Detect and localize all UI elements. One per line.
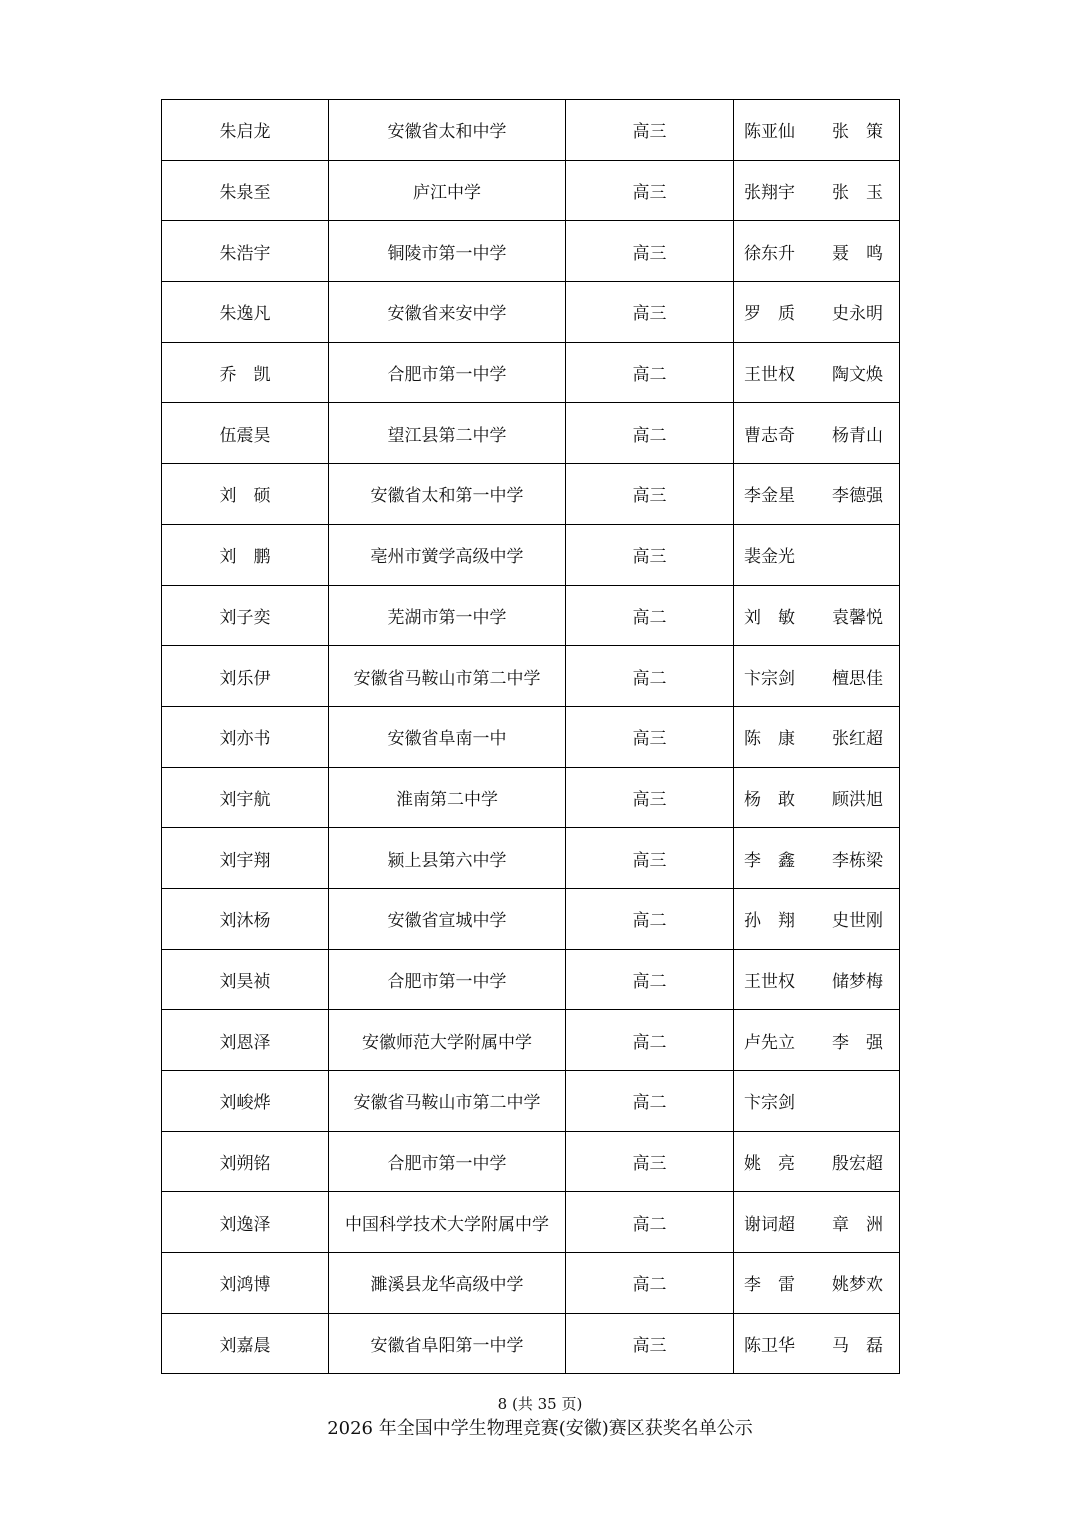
table-row (162, 646, 900, 707)
teacher-cell (734, 646, 900, 707)
school-cell: 安徽省太和中学 (329, 100, 566, 161)
grade-cell: 高三 (566, 100, 734, 161)
school-cell: 安徽省太和第一中学 (329, 464, 566, 525)
teacher-cell (734, 585, 900, 646)
school-cell: 合肥市第一中学 (329, 342, 566, 403)
table-row (162, 524, 900, 585)
teacher-secondary: 檀思佳 (832, 668, 883, 689)
teacher-cell (734, 524, 900, 585)
teacher-primary: 裴金光 (744, 547, 795, 568)
table-row (162, 1010, 900, 1071)
student-name-cell: 刘子奕 (162, 585, 329, 646)
teacher-secondary: 杨青山 (832, 425, 883, 446)
grade-cell: 高二 (566, 403, 734, 464)
grade-cell: 高二 (566, 1192, 734, 1253)
table-row (162, 221, 900, 282)
school-cell: 淮南第二中学 (329, 767, 566, 828)
teacher-primary: 杨 敢 (744, 789, 795, 810)
student-name-cell: 刘昊祯 (162, 949, 329, 1010)
table-row (162, 1313, 900, 1374)
teacher-secondary: 张 玉 (832, 183, 883, 204)
school-cell: 濉溪县龙华高级中学 (329, 1253, 566, 1314)
grade-cell: 高三 (566, 1131, 734, 1192)
school-cell: 安徽省阜阳第一中学 (329, 1313, 566, 1374)
school-cell: 安徽省来安中学 (329, 282, 566, 343)
teacher-secondary: 李栋梁 (832, 850, 883, 871)
grade-cell: 高三 (566, 221, 734, 282)
teacher-cell (734, 100, 900, 161)
student-name-cell: 刘鸿博 (162, 1253, 329, 1314)
teacher-cell (734, 464, 900, 525)
student-name-cell: 朱泉至 (162, 160, 329, 221)
student-name-cell: 伍震昊 (162, 403, 329, 464)
teacher-cell (734, 1131, 900, 1192)
teacher-secondary: 姚梦欢 (832, 1275, 883, 1296)
table-row (162, 1071, 900, 1132)
school-cell: 合肥市第一中学 (329, 1131, 566, 1192)
teacher-secondary: 陶文焕 (832, 365, 883, 386)
student-name-cell: 刘嘉晨 (162, 1313, 329, 1374)
table-row (162, 1253, 900, 1314)
teacher-cell (734, 767, 900, 828)
school-cell: 庐江中学 (329, 160, 566, 221)
teacher-cell (734, 1253, 900, 1314)
grade-cell: 高二 (566, 1010, 734, 1071)
teacher-cell (734, 828, 900, 889)
school-cell: 安徽省马鞍山市第二中学 (329, 646, 566, 707)
school-cell: 颍上县第六中学 (329, 828, 566, 889)
teacher-primary: 李 雷 (744, 1275, 795, 1296)
school-cell: 安徽师范大学附属中学 (329, 1010, 566, 1071)
table-row (162, 888, 900, 949)
student-name-cell: 刘 鹏 (162, 524, 329, 585)
grade-cell: 高三 (566, 1313, 734, 1374)
teacher-cell (734, 1192, 900, 1253)
teacher-secondary: 袁馨悦 (832, 607, 883, 628)
school-cell: 芜湖市第一中学 (329, 585, 566, 646)
grade-cell: 高二 (566, 1253, 734, 1314)
page-number: 8 (共 35 页) (497, 1395, 583, 1413)
table-row (162, 160, 900, 221)
teacher-primary: 陈 康 (744, 729, 795, 750)
teacher-primary: 卞宗剑 (744, 668, 795, 689)
grade-cell: 高三 (566, 828, 734, 889)
student-name-cell: 朱启龙 (162, 100, 329, 161)
student-name-cell: 刘乐伊 (162, 646, 329, 707)
teacher-secondary: 史永明 (832, 304, 883, 325)
school-cell: 安徽省马鞍山市第二中学 (329, 1071, 566, 1132)
teacher-primary: 张翔宇 (744, 183, 795, 204)
table-row (162, 464, 900, 525)
student-name-cell: 刘朔铭 (162, 1131, 329, 1192)
student-name-cell: 刘亦书 (162, 706, 329, 767)
school-cell: 望江县第二中学 (329, 403, 566, 464)
teacher-cell (734, 706, 900, 767)
table-row (162, 828, 900, 889)
teacher-primary: 姚 亮 (744, 1154, 795, 1175)
grade-cell: 高三 (566, 706, 734, 767)
teacher-primary: 孙 翔 (744, 911, 795, 932)
teacher-primary: 李 鑫 (744, 850, 795, 871)
student-name-cell: 刘恩泽 (162, 1010, 329, 1071)
student-name-cell: 朱浩宇 (162, 221, 329, 282)
teacher-cell (734, 342, 900, 403)
teacher-cell (734, 403, 900, 464)
document-footer-title: 2026 年全国中学生物理竞赛(安徽)赛区获奖名单公示 (327, 1418, 753, 1439)
table-row (162, 949, 900, 1010)
teacher-cell (734, 221, 900, 282)
teacher-primary: 李金星 (744, 486, 795, 507)
teacher-secondary: 聂 鸣 (832, 243, 883, 264)
grade-cell: 高二 (566, 888, 734, 949)
table-row (162, 585, 900, 646)
teacher-cell (734, 160, 900, 221)
teacher-primary: 卢先立 (744, 1032, 795, 1053)
student-name-cell: 刘宇航 (162, 767, 329, 828)
table-row (162, 706, 900, 767)
table-row (162, 1192, 900, 1253)
award-table (161, 99, 900, 1374)
table-row (162, 1131, 900, 1192)
teacher-secondary: 章 洲 (832, 1214, 883, 1235)
teacher-cell (734, 1313, 900, 1374)
teacher-primary: 徐东升 (744, 243, 795, 264)
student-name-cell: 刘 硕 (162, 464, 329, 525)
teacher-cell (734, 888, 900, 949)
teacher-secondary: 李德强 (832, 486, 883, 507)
teacher-secondary: 马 磊 (832, 1336, 883, 1357)
student-name-cell: 刘沐杨 (162, 888, 329, 949)
teacher-secondary: 李 强 (832, 1032, 883, 1053)
grade-cell: 高三 (566, 767, 734, 828)
grade-cell: 高二 (566, 585, 734, 646)
grade-cell: 高三 (566, 464, 734, 525)
grade-cell: 高三 (566, 282, 734, 343)
teacher-cell (734, 1071, 900, 1132)
award-table-body (162, 100, 900, 1374)
teacher-primary: 王世权 (744, 971, 795, 992)
table-row (162, 342, 900, 403)
grade-cell: 高三 (566, 524, 734, 585)
teacher-secondary: 储梦梅 (832, 971, 883, 992)
school-cell: 亳州市黉学高级中学 (329, 524, 566, 585)
teacher-secondary: 张 策 (832, 122, 883, 143)
teacher-cell (734, 1010, 900, 1071)
grade-cell: 高二 (566, 949, 734, 1010)
school-cell: 中国科学技术大学附属中学 (329, 1192, 566, 1253)
teacher-cell (734, 949, 900, 1010)
student-name-cell: 朱逸凡 (162, 282, 329, 343)
teacher-secondary: 张红超 (832, 729, 883, 750)
school-cell: 合肥市第一中学 (329, 949, 566, 1010)
teacher-primary: 卞宗剑 (744, 1093, 795, 1114)
teacher-secondary: 史世刚 (832, 911, 883, 932)
teacher-primary: 曹志奇 (744, 425, 795, 446)
student-name-cell: 乔 凯 (162, 342, 329, 403)
student-name-cell: 刘宇翔 (162, 828, 329, 889)
teacher-cell (734, 282, 900, 343)
grade-cell: 高二 (566, 646, 734, 707)
grade-cell: 高二 (566, 1071, 734, 1132)
table-row (162, 100, 900, 161)
teacher-primary: 王世权 (744, 365, 795, 386)
school-cell: 安徽省阜南一中 (329, 706, 566, 767)
student-name-cell: 刘峻烨 (162, 1071, 329, 1132)
teacher-secondary: 殷宏超 (832, 1154, 883, 1175)
student-name-cell: 刘逸泽 (162, 1192, 329, 1253)
teacher-primary: 陈卫华 (744, 1336, 795, 1357)
teacher-primary: 陈亚仙 (744, 122, 795, 143)
teacher-primary: 谢词超 (744, 1214, 795, 1235)
teacher-secondary: 顾洪旭 (832, 789, 883, 810)
teacher-primary: 刘 敏 (744, 607, 795, 628)
school-cell: 安徽省宣城中学 (329, 888, 566, 949)
table-row (162, 767, 900, 828)
school-cell: 铜陵市第一中学 (329, 221, 566, 282)
table-row (162, 282, 900, 343)
grade-cell: 高三 (566, 160, 734, 221)
table-row (162, 403, 900, 464)
grade-cell: 高二 (566, 342, 734, 403)
teacher-primary: 罗 质 (744, 304, 795, 325)
